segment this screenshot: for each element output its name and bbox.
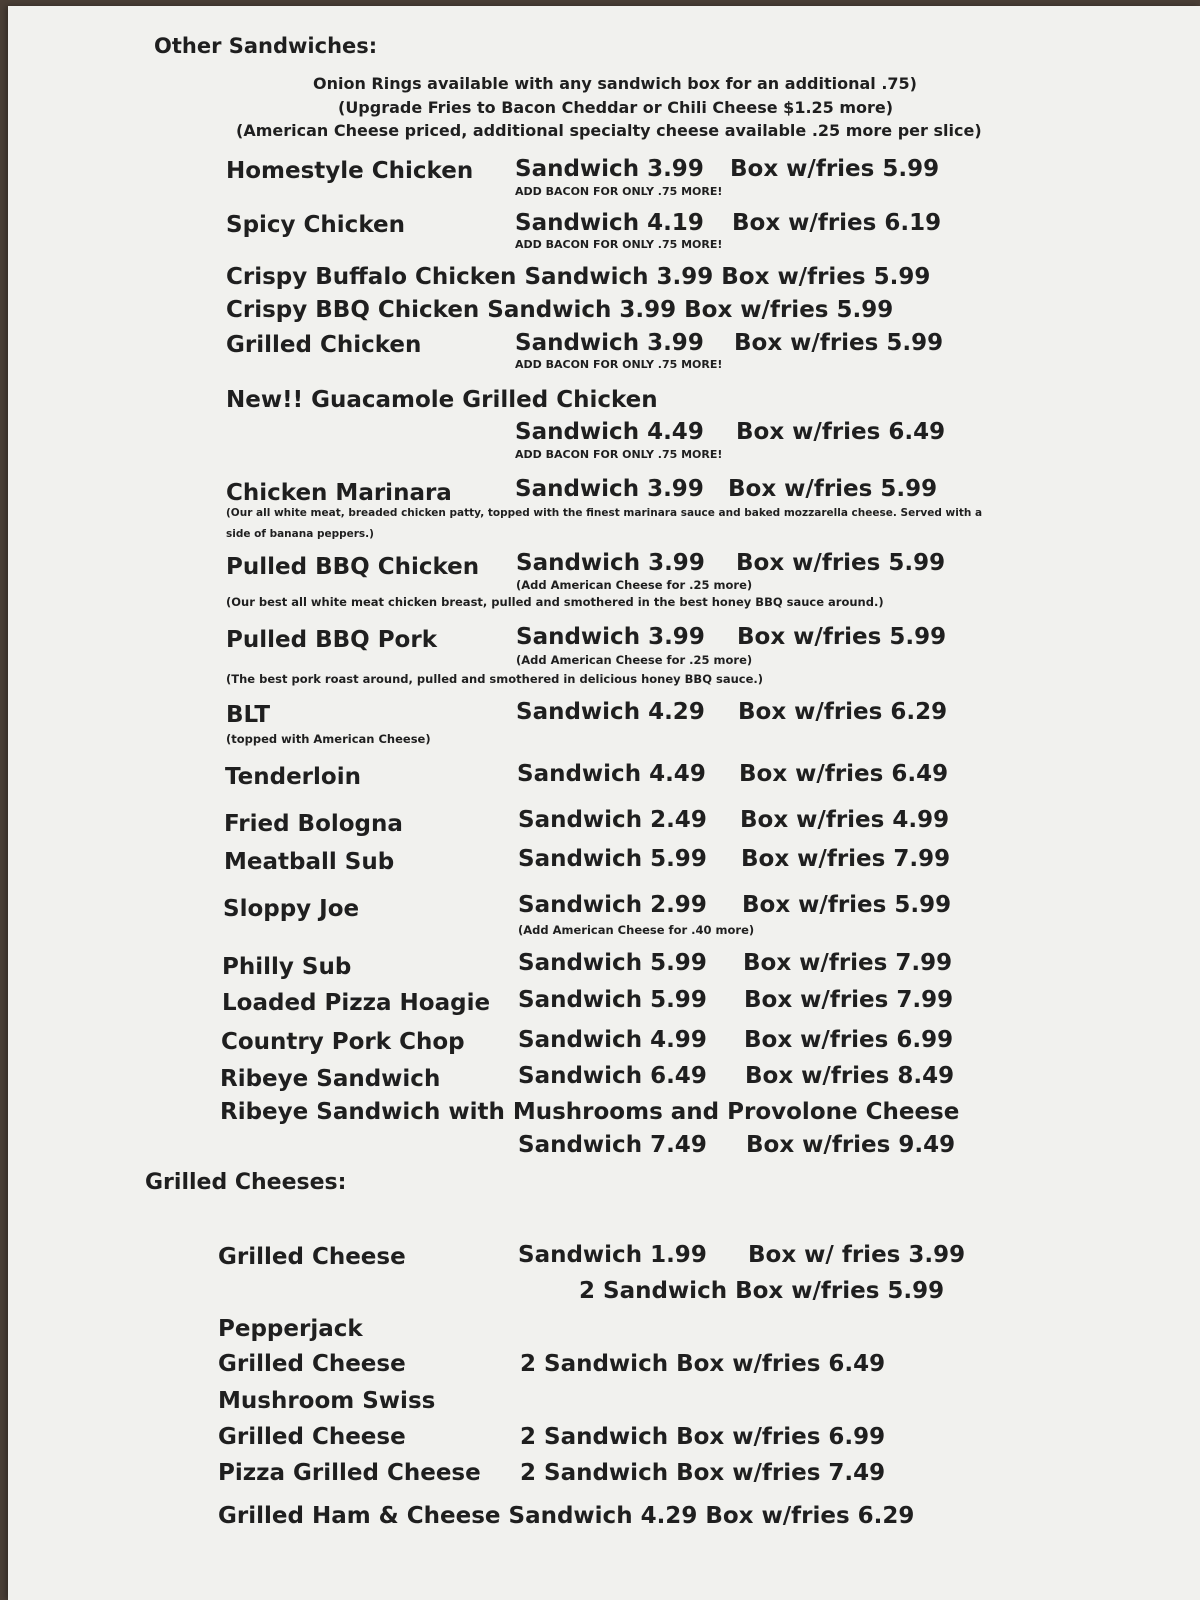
box-price: Box w/fries 9.49 [746,1132,956,1158]
item-name: Homestyle Chicken [226,158,474,184]
two-sandwich-box-price: 2 Sandwich Box w/fries 5.99 [579,1278,945,1304]
item-name: BLT [226,702,271,728]
sandwich-price: Sandwich 4.49 [517,761,706,787]
item-name: Philly Sub [222,954,352,980]
sandwich-price: Sandwich 1.99 [518,1242,707,1268]
note-upgrade-fries: (Upgrade Fries to Bacon Cheddar or Chili Cheese $1.25 more) [338,98,894,117]
item-note: (Add American Cheese for .40 more) [518,923,755,937]
item-name: Grilled Cheese [218,1244,406,1270]
item-description: (topped with American Cheese) [226,732,431,746]
sandwich-price: Sandwich 5.99 [518,950,707,976]
sandwich-price: Sandwich 3.99 [515,330,704,356]
two-sandwich-box-price: 2 Sandwich Box w/fries 6.49 [520,1351,886,1377]
item-name: Pulled BBQ Pork [226,627,437,653]
box-price: Box w/fries 6.49 [736,419,946,445]
sandwich-price: Sandwich 3.99 [515,156,704,182]
note-onion-rings: Onion Rings available with any sandwich box for an additional .75) [313,74,917,93]
item-name: Grilled Cheese [218,1424,406,1450]
box-price: Box w/fries 5.99 [730,156,940,182]
sandwich-price: Sandwich 7.49 [518,1132,707,1158]
item-line: Grilled Ham & Cheese Sandwich 4.29 Box w/fries 6.29 [218,1503,915,1529]
section-heading-other-sandwiches: Other Sandwiches: [154,34,378,58]
item-name: Meatball Sub [224,849,395,875]
item-name: Country Pork Chop [221,1029,465,1055]
sandwich-price: Sandwich 5.99 [518,846,707,872]
item-note: (Add American Cheese for .25 more) [516,578,753,592]
box-price: Box w/fries 4.99 [740,807,950,833]
sandwich-price: Sandwich 6.49 [518,1063,707,1089]
item-name: Ribeye Sandwich [220,1066,441,1092]
item-description: (The best pork roast around, pulled and smothered in delicious honey BBQ sauce.) [226,672,764,686]
item-note: ADD BACON FOR ONLY .75 MORE! [515,185,723,198]
item-description: side of banana peppers.) [226,528,374,540]
box-price: Box w/fries 5.99 [742,892,952,918]
item-name: Tenderloin [225,764,361,790]
box-price: Box w/fries 6.99 [744,1027,954,1053]
sandwich-price: Sandwich 4.19 [515,210,704,236]
box-price: Box w/ fries 3.99 [748,1242,966,1268]
sandwich-price: Sandwich 3.99 [515,476,704,502]
item-name: Mushroom Swiss [218,1388,436,1414]
item-name: New!! Guacamole Grilled Chicken [226,387,658,413]
sandwich-price: Sandwich 4.99 [518,1027,707,1053]
item-name: Pizza Grilled Cheese [218,1460,481,1486]
sandwich-price: Sandwich 3.99 [516,550,705,576]
item-line: Crispy Buffalo Chicken Sandwich 3.99 Box w/fries 5.99 [226,264,931,290]
item-description: (Our all white meat, breaded chicken patty, topped with the finest marinara sauce and baked mozzarella cheese. Served with a [226,507,983,519]
item-name: Chicken Marinara [226,480,452,506]
item-note: ADD BACON FOR ONLY .75 MORE! [515,358,723,371]
item-name: Sloppy Joe [223,896,360,922]
item-line: Crispy BBQ Chicken Sandwich 3.99 Box w/fries 5.99 [226,297,894,323]
two-sandwich-box-price: 2 Sandwich Box w/fries 7.49 [520,1460,886,1486]
item-note: ADD BACON FOR ONLY .75 MORE! [515,448,723,461]
box-price: Box w/fries 7.99 [744,987,954,1013]
box-price: Box w/fries 7.99 [743,950,953,976]
item-description: (Our best all white meat chicken breast, pulled and smothered in the best honey BBQ sauce around.) [226,595,884,609]
item-name: Grilled Chicken [226,332,422,358]
box-price: Box w/fries 7.99 [741,846,951,872]
item-name: Loaded Pizza Hoagie [222,990,491,1016]
box-price: Box w/fries 5.99 [734,330,944,356]
box-price: Box w/fries 5.99 [728,476,938,502]
item-name: Ribeye Sandwich with Mushrooms and Provolone Cheese [220,1099,960,1125]
item-note: (Add American Cheese for .25 more) [516,653,753,667]
sandwich-price: Sandwich 4.49 [515,419,704,445]
box-price: Box w/fries 5.99 [737,624,947,650]
item-name: Pulled BBQ Chicken [226,554,480,580]
note-cheese-pricing: (American Cheese priced, additional specialty cheese available .25 more per slice) [236,121,982,140]
box-price: Box w/fries 5.99 [736,550,946,576]
menu-page [8,6,1200,1600]
item-name: Pepperjack [218,1316,363,1342]
sandwich-price: Sandwich 2.99 [518,892,707,918]
two-sandwich-box-price: 2 Sandwich Box w/fries 6.99 [520,1424,886,1450]
item-note: ADD BACON FOR ONLY .75 MORE! [515,238,723,251]
box-price: Box w/fries 6.49 [739,761,949,787]
sandwich-price: Sandwich 5.99 [518,987,707,1013]
sandwich-price: Sandwich 2.49 [518,807,707,833]
sandwich-price: Sandwich 4.29 [516,699,705,725]
item-name: Spicy Chicken [226,212,405,238]
section-heading-grilled-cheeses: Grilled Cheeses: [145,1170,347,1195]
box-price: Box w/fries 6.29 [738,699,948,725]
item-name: Grilled Cheese [218,1351,406,1377]
item-name: Fried Bologna [224,811,403,837]
box-price: Box w/fries 8.49 [745,1063,955,1089]
box-price: Box w/fries 6.19 [732,210,942,236]
sandwich-price: Sandwich 3.99 [516,624,705,650]
